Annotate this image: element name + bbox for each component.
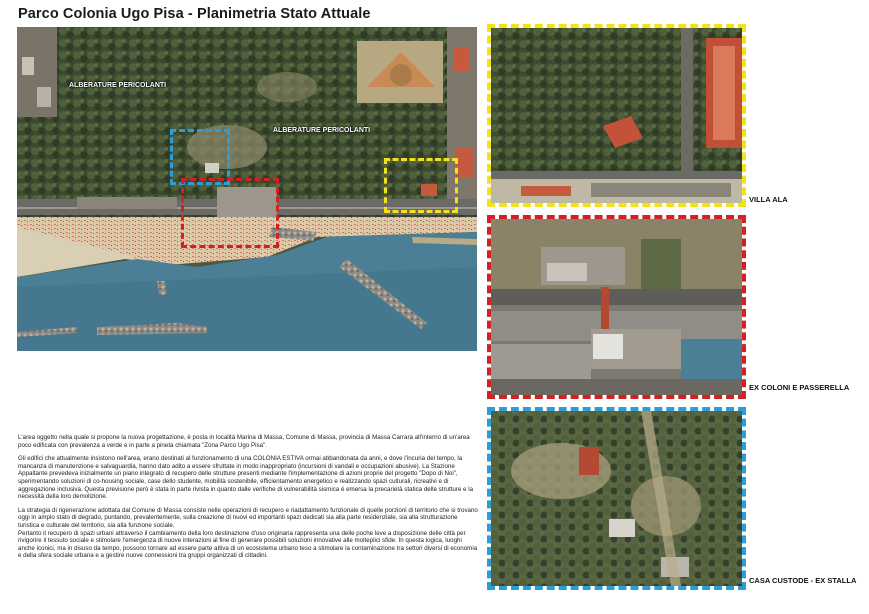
- description-paragraph: Pertanto il recupero di spazi urbani attraverso il cambiamento della loro destinazione d'uso originaria rappresenta una delle poche leve a disposizione delle città per rivigorire il tessuto sociale e stimolare l'emergenza di nuove interazioni al fine di generare possibili soluzioni innovative alle molteplici sfide. In questa logica, luoghi anche iconici, ma in disuso da tempo, possono tornare ad essere parte attiva di un ecosistema urbano teso a stimolare la contaminazione tra settori diversi di economia e della sfera sociale urbana e a gestire nuove connessioni tra gruppi organizzati di cittadini.: [18, 529, 478, 560]
- description-paragraph: La strategia di rigenerazione adottata dal Comune di Massa consiste nelle operazioni di recupero e riadattamento funzionale di quelle porzioni di territorio che si trovano oggi in ampio stato di degrado, puntando, prevalentemente, sulla creazione di nuovi ed importanti spazi dedicati sia alla parte residenziale, sia alla strutturazione turistica e culturale del territorio, sia alla funzione sociale.: [18, 506, 478, 529]
- highlight-villa-ala: [384, 158, 458, 213]
- label-ex-coloni: EX COLONI E PASSERELLA: [749, 383, 850, 392]
- panel-casa-custode: [487, 407, 746, 590]
- aerial-site-map: [17, 27, 477, 351]
- project-description: [18, 434, 480, 566]
- label-casa-custode: CASA CUSTODE - EX STALLA: [749, 576, 857, 585]
- map-label-trees-west: ALBERATURE PERICOLANTI: [69, 82, 167, 89]
- panel-ex-coloni: [487, 215, 746, 399]
- description-paragraph: Gli edifici che attualmente insistono nell'area, erano destinati al funzionamento di una COLONIA ESTIVA ormai abbandonata da anni, e dove l'incuria del tempo, la mancanza di manutenzione e salvaguardia, hanno dato adito a essere sfruttate in modo inappropriato (incursioni di vandali e occupazioni abusive). La Stazione Appaltante prevedeva inizialmente un piano integrato di recupero delle strutture presenti mediante l'implementazione di azioni proprie del progetto "Dopo di Noi", sperimentando soluzioni di co-housing sociale, case dello studente, mobilità sostenibile, efficientamento energetico e realizzando spazi culturali, ricreativi e di aggregazione inclusiva. Questa previsione però è stata in parte rivista in quanto dalle verifiche di vulnerabilità sismica è emersa la precarietà statica delle strutture e la necessità della loro demolizione.: [18, 455, 474, 501]
- panel-villa-ala: [487, 24, 746, 207]
- highlight-casa-custode: [170, 129, 230, 185]
- page-title: Parco Colonia Ugo Pisa - Planimetria Stato Attuale: [18, 6, 371, 22]
- description-paragraph: L'area oggetto nella quale si propone la nuova progettazione, è posta in località Marina di Massa, Comune di Massa, provincia di Massa Carrara all'interno di un'area poco edificata con prevalenza a verde e in parte a pineta chiamata "Zona Parco Ugo Pisa".: [18, 434, 470, 449]
- map-label-trees-center: ALBERATURE PERICOLANTI: [273, 127, 371, 134]
- highlight-ex-coloni: [181, 178, 279, 248]
- label-villa-ala: VILLA ALA: [749, 195, 788, 204]
